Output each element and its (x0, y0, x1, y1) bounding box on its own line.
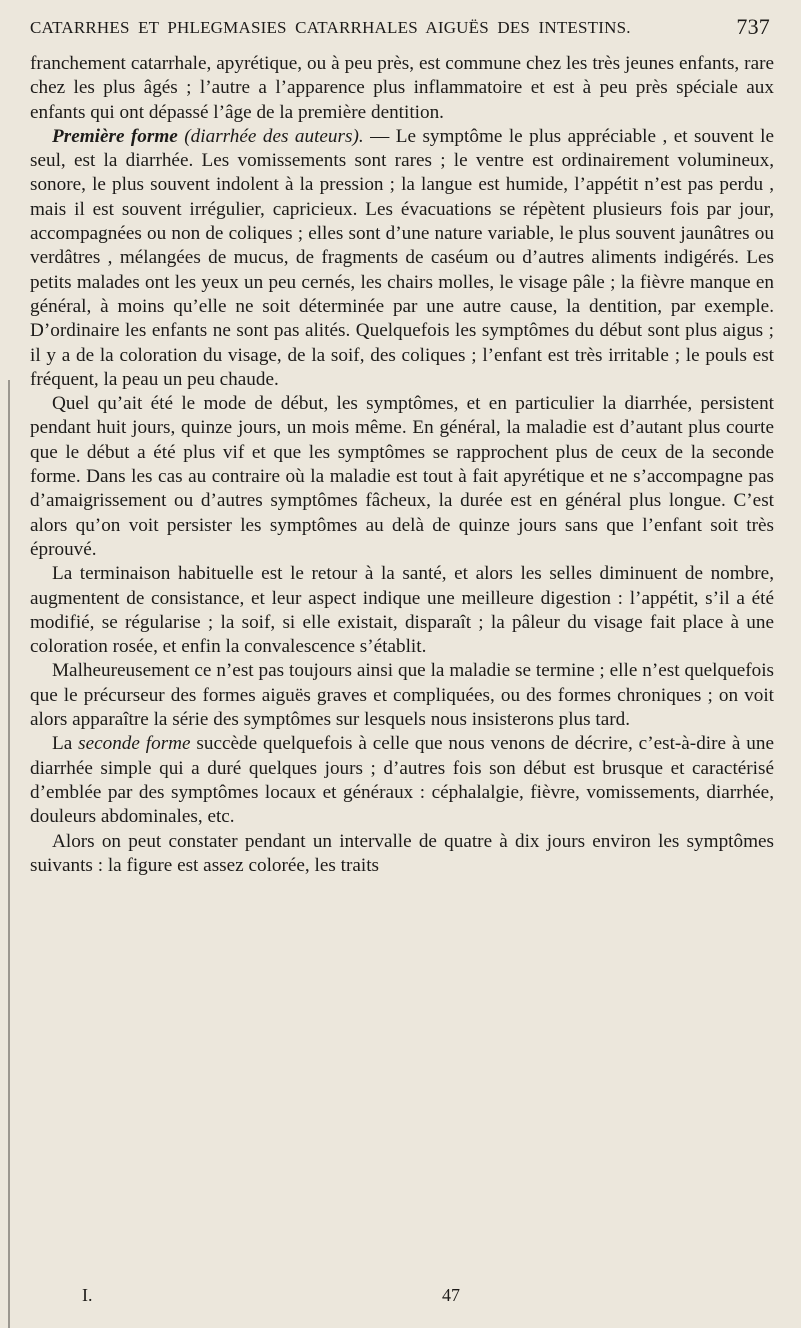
paragraph-text: franchement catarrhale, apyrétique, ou à peu près, est commune chez les très jeunes enfants, rare chez les plus âgés ; l’autre a l’apparence plus inflammatoire et est à peu près spéciale aux enfants qui ont dépassé l’âge de la première dentition. (30, 53, 774, 123)
running-header (30, 14, 770, 44)
paragraph-continuation (30, 52, 774, 125)
paragraph-text: Malheureusement ce n’est pas toujours ainsi que la maladie se termine ; elle n’est quelquefois que le précurseur des formes aiguës graves et compliquées, ou des formes chroniques ; on voit alors apparaître la série des symptômes sur lesquels nous insisterons plus tard. (30, 660, 774, 731)
body-text (30, 52, 774, 878)
paragraph-duree (30, 392, 774, 562)
section-heading-premiere-forme: Première forme (52, 125, 178, 147)
italic-term-seconde-forme: seconde forme (78, 733, 191, 755)
paragraph-text-start: La (52, 733, 79, 755)
paragraph-malheureusement (30, 659, 774, 732)
signature-mark-left: I. (82, 1285, 93, 1305)
page-number: 737 (736, 14, 770, 39)
paragraph-text: Quel qu’ait été le mode de début, les symptômes, et en particulier la diarrhée, persistent pendant huit jours, quinze jours, un mois même. En général, la maladie est d’autant plus courte que le début a été plus vif et que les symptômes se rapprochent plus de ceux de la seconde forme. Dans les cas au contraire où la maladie est tout à fait apyrétique et ne s’accompagne pas d’amaigrissement ou d’autres symptômes fâcheux, la durée est en général plus longue. C’est alors qu’on voit persister les symptômes au delà de quinze jours sans que l’enfant soit très éprouvé. (30, 393, 774, 560)
signature-mark-right: 47 (442, 1285, 460, 1305)
page-footer (30, 1285, 774, 1311)
paragraph-premiere-forme (30, 125, 774, 392)
paragraph-seconde-forme (30, 732, 774, 829)
binding-edge-line (8, 380, 10, 1328)
paragraph-text: succède quelquefois à celle que nous venons de décrire, c’est-à-dire à une diarrhée simple qui a duré quelques jours ; d’autres fois son début est brusque et caractérisé d’emblée par des symptômes locaux et généraux : céphalalgie, fièvre, vomissements, diarrhée, douleurs abdominales, etc. (30, 733, 774, 828)
paragraph-terminaison (30, 562, 774, 659)
section-heading-parenthetical: (diarrhée des auteurs). (184, 125, 364, 147)
paragraph-alors (30, 830, 774, 879)
paragraph-text: — Le symptôme le plus appréciable , et souvent le seul, est la diarrhée. Les vomissements sont rares ; le ventre est ordinairement volumineux, sonore, le plus souvent indolent à la pression ; la langue est humide, l’appétit n’est pas perdu , mais il est souvent irrégulier, capricieux. Les évacuations se répètent plusieurs fois par jour, accompagnées ou non de coliques ; elles sont d’une nature variable, le plus souvent jaunâtres ou verdâtres , mélangées de mucus, de fragments de caséum ou d’autres aliments indigérés. Les petits malades ont les yeux un peu cernés, les chairs molles, le visage pâle ; la fièvre manque en général, à moins qu’elle ne soit déterminée par une autre cause, la dentition, par exemple. D’ordinaire les enfants ne sont pas alités. Quelquefois les symptômes du début sont plus aigus ; il y a de la coloration du visage, de la soif, des coliques ; l’enfant est très irritable ; le pouls est fréquent, la peau un peu chaude. (30, 125, 775, 390)
paragraph-text: La terminaison habituelle est le retour à la santé, et alors les selles diminuent de nombre, augmentent de consistance, et leur aspect indique une meilleure digestion : l’appétit, s’il a été modifié, se régularise ; la soif, si elle existait, disparaît ; la pâleur du visage fait place à une coloration rosée, et enfin la convalescence s’établit. (30, 563, 774, 658)
running-title: CATARRHES ET PHLEGMASIES CATARRHALES AIGUËS DES INTESTINS. (30, 18, 631, 37)
paragraph-text: Alors on peut constater pendant un intervalle de quatre à dix jours environ les symptômes suivants : la figure est assez colorée, les traits (30, 830, 774, 876)
